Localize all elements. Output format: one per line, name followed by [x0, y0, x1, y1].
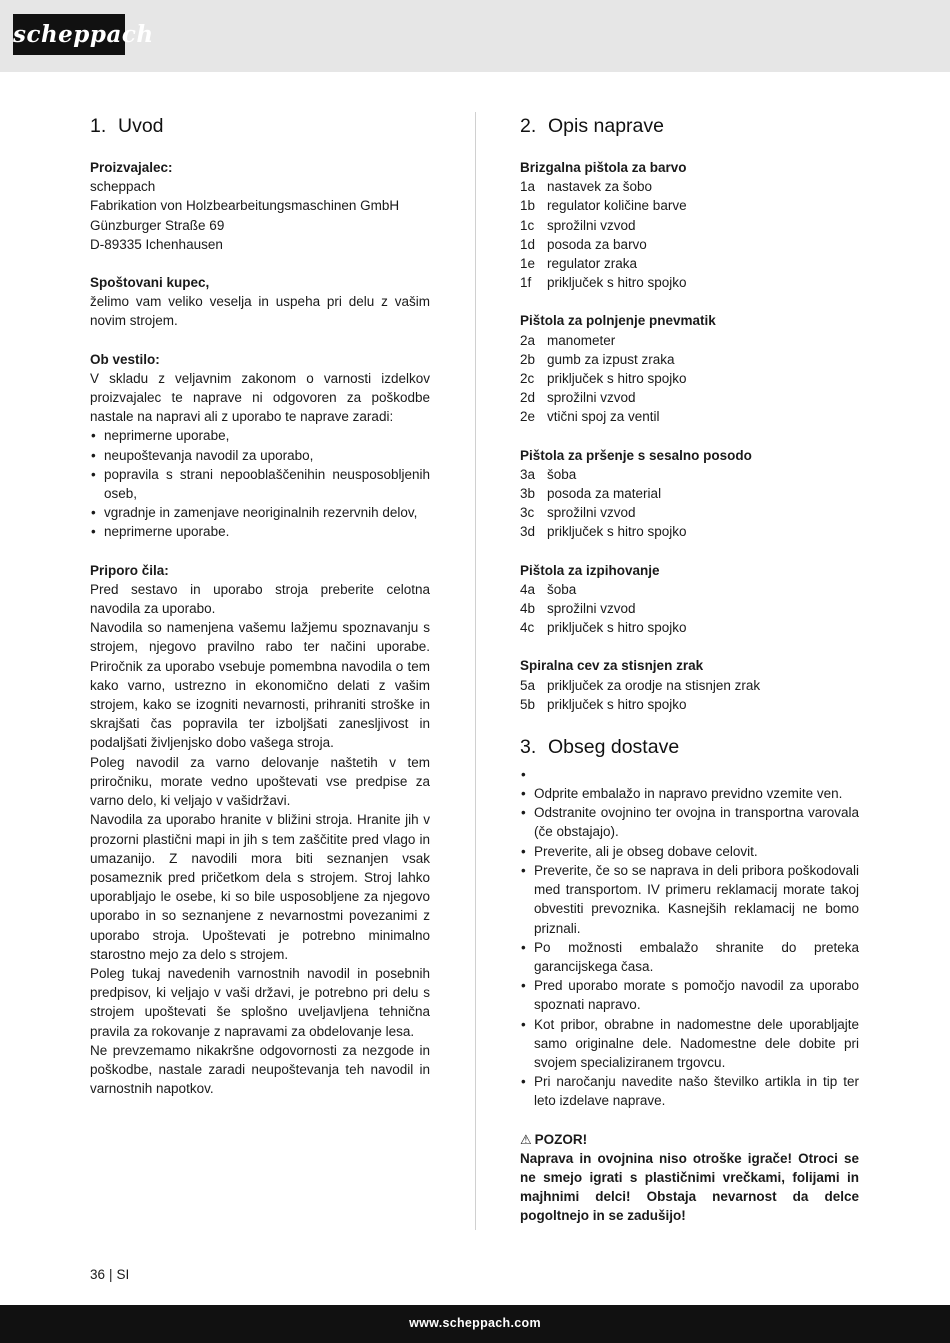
paragraph: Ne prevzemamo nikakršne odgovornosti za nezgode in poškodbe, nastale zaradi neupoštevanja teh navodil in varnostnih napotkov.: [90, 1042, 430, 1097]
part-group-title: Pištola za izpihovanje: [520, 562, 660, 578]
page-footer: [0, 1305, 950, 1343]
list-item: 2b gumb za izpust zraka: [520, 351, 675, 367]
paragraph: Navodila so namenjena vašemu lažjemu spoznavanju s strojem, njegovo pravilno rabo ter načini uporabe. Priročnik za uporabo vsebuje pomembna navodila o tem kako varno, ustrezno in ekonomično delati z vašim strojem, kako se izogniti nevarnosti, prihraniti stroške in skrajšati čas popravila ter izboljšati zanesljivost in podaljšati življenjsko dobo vašega stroja.: [90, 620, 430, 751]
list-item: 2e vtični spoj za ventil: [520, 409, 660, 425]
right-column: [520, 112, 859, 1226]
warning-box: [520, 1130, 859, 1226]
greeting-text: želimo vam veliko veselja in uspeha pri delu z vašim novim strojem.: [90, 294, 430, 329]
list-item: 5a priključek za orodje na stisnjen zrak: [520, 677, 761, 693]
list-item: 2a manometer: [520, 332, 616, 348]
brand-logo: scheppach: [13, 14, 125, 55]
recommendation-label: Priporo čila:: [90, 562, 169, 578]
section-heading-description: 2. Opis naprave: [520, 115, 664, 137]
list-item: 1e regulator zraka: [520, 256, 638, 272]
section-heading-delivery: 3. Obseg dostave: [520, 736, 680, 759]
section-heading-intro: 1. Uvod: [90, 115, 164, 137]
part-group: [520, 656, 859, 714]
list-item: 4c priključek s hitro spojko: [520, 620, 687, 636]
list-item: 4a šoba: [520, 581, 577, 597]
list-item: • Kot pribor, obrabne in nadomestne dele uporabljajte samo originalne dele. Nadomestne dele dobite pri svojem specializiranem trgovcu.: [520, 1015, 859, 1073]
list-item: • Preverite, če so se naprava in deli pribora poškodovali med transportom. IV primeru reklamacij morate takoj obvestiti prevoznika. Kasnejših reklamacij ne bomo priznali.: [520, 861, 859, 938]
list-item: 4b sprožilni vzvod: [520, 601, 636, 617]
list-item: 1f priključek s hitro spojko: [520, 275, 687, 291]
list-item: 5b priključek s hitro spojko: [520, 696, 687, 712]
part-group-title: Pištola za pršenje s sesalno posodo: [520, 447, 752, 463]
list-item: • vgradnje in zamenjave neoriginalnih rezervnih delov,: [90, 503, 430, 522]
website-link[interactable]: www.scheppach.com: [409, 1316, 541, 1330]
paragraph: Poleg tukaj navedenih varnostnih navodil in posebnih predpisov, ki veljajo v vaši državi, je potrebno pri delu s strojem upoštevati še splošno uveljavljena tehnična pravila za rokovanje z napravami za obdelovanje lesa.: [90, 965, 430, 1039]
list-item: 1d posoda za barvo: [520, 236, 647, 252]
manufacturer-label: Proizvajalec:: [90, 160, 173, 175]
list-item: • Pri naročanju navedite našo številko artikla in tip ter leto izdelave naprave.: [520, 1072, 859, 1110]
list-item: • Odstranite ovojnino ter ovojna in transportna varovala (če obstajajo).: [520, 803, 859, 841]
notice-label: Ob vestilo:: [90, 351, 160, 367]
part-group: [520, 311, 859, 426]
list-item: • popravila s strani nepooblaščenihin neusposobljenih oseb,: [90, 465, 430, 503]
list-item: 3c sprožilni vzvod: [520, 505, 636, 521]
paragraph: Poleg navodil za varno delovanje naštetih v tem priročniku, morate vedno upoštevati vse predpise za varno delo, ki veljajo v vašidržavi.: [90, 754, 430, 809]
list-item: 3a šoba: [520, 466, 577, 482]
notice-list: [90, 426, 430, 541]
part-group: [520, 446, 859, 542]
page-header: [0, 0, 950, 72]
warning-triangle-icon: ⚠: [520, 1131, 532, 1147]
page-number: 36 | SI: [90, 1267, 130, 1282]
delivery-list: [520, 765, 859, 1110]
paragraph: Navodila za uporabo hranite v bližini stroja. Hranite jih v prozorni plastični mapi in jih s tem zaščitite pred vlago in umazanijo. Z navodili mora biti seznanjen vsak posameznik pred pričetkom dela s strojem. Stroj lahko uporabljajo le osebe, ki so bile usposobljene za njegovo uporabo in so seznanjene z nevarnostmi povezanimi z uporabo stroja. Upoštevati je potrebno minimalno starostno mejo za delo s strojem.: [90, 812, 430, 962]
notice-text: V skladu z veljavnim zakonom o varnosti izdelkov proizvajalec te naprave ni odgovoren za poškodbe nastale na napravi ali z uporabo te naprave zaradi:: [90, 370, 430, 425]
list-item: 3d priključek s hitro spojko: [520, 524, 687, 540]
left-column: [90, 112, 430, 1098]
list-item: • Preverite, ali je obseg dobave celovit.: [520, 842, 859, 861]
part-group-title: Spiralna cev za stisnjen zrak: [520, 658, 704, 674]
list-item: 1b regulator količine barve: [520, 198, 687, 214]
list-item: 1a nastavek za šobo: [520, 179, 653, 195]
paragraph: Pred sestavo in uporabo stroja preberite celotna navodila za uporabo.: [90, 581, 430, 617]
warning-heading: ⚠ POZOR!: [520, 1131, 588, 1147]
list-item: • neprimerne uporabe,: [90, 426, 430, 445]
part-group-title: Pištola za polnjenje pnevmatik: [520, 313, 716, 329]
part-group: [520, 561, 859, 638]
part-group-title: Brizgalna pištola za barvo: [520, 160, 687, 175]
list-item: [520, 765, 859, 784]
manufacturer-address: scheppach Fabrikation von Holzbearbeitungsmaschinen GmbH Günzburger Straße 69 D-89335 Ichenhausen: [90, 179, 400, 252]
warning-text: Naprava in ovojnina niso otroške igrače! Otroci se ne smejo igrati s plastičnimi vrečkami, folijami in majhnimi delci! Obstaja nevarnost da delce pogoltnejo in se zadušijo!: [520, 1150, 859, 1224]
list-item: • Po možnosti embalažo shranite do preteka garancijskega časa.: [520, 938, 859, 976]
list-item: 1c sprožilni vzvod: [520, 217, 636, 233]
list-item: • Pred uporabo morate s pomočjo navodil za uporabo spoznati napravo.: [520, 976, 859, 1014]
list-item: 2c priključek s hitro spojko: [520, 371, 687, 387]
list-item: 3b posoda za material: [520, 486, 662, 502]
list-item: • neupoštevanja navodil za uporabo,: [90, 446, 430, 465]
list-item: 2d sprožilni vzvod: [520, 390, 636, 406]
greeting-label: Spoštovani kupec,: [90, 275, 210, 291]
column-divider: [475, 112, 476, 1230]
part-group: [520, 158, 859, 292]
list-item: • neprimerne uporabe.: [90, 522, 430, 541]
list-item: • Odprite embalažo in napravo previdno vzemite ven.: [520, 784, 859, 803]
